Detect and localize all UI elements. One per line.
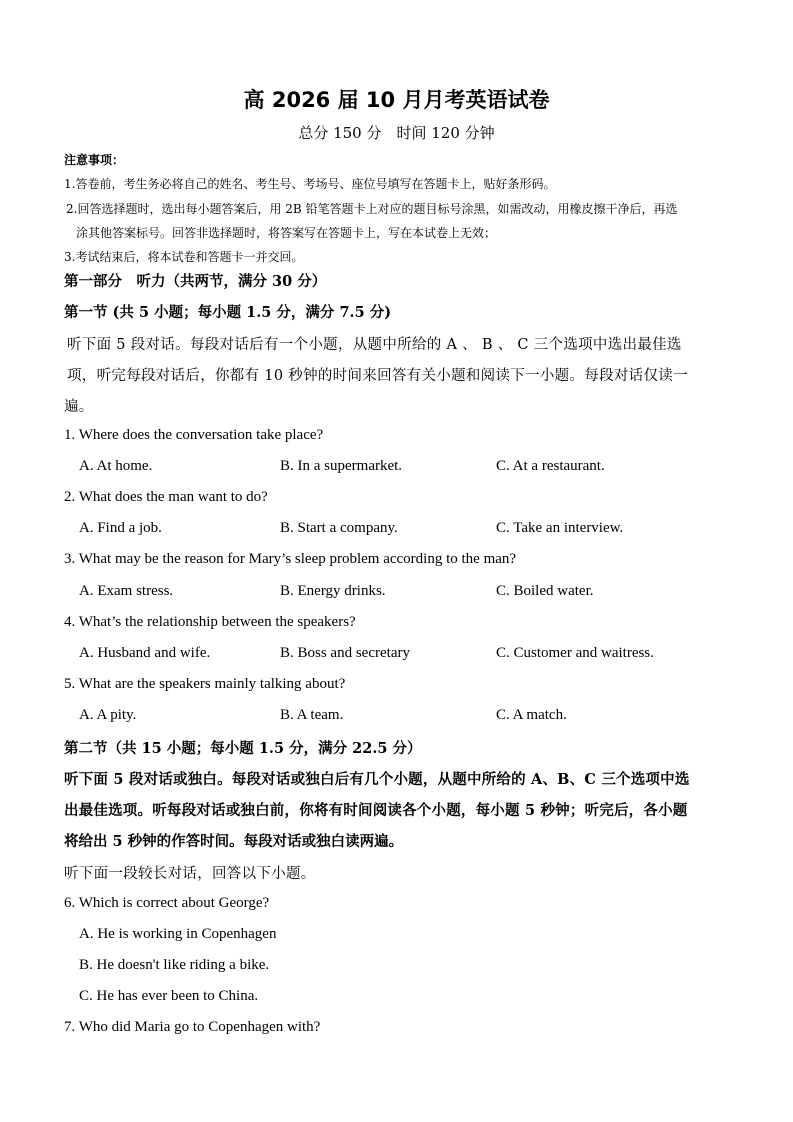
notice-item-2: 2.回答选择题时，选出每小题答案后，用 2B 铅笔答题卡上对应的题目标号涂黑，如需改动，用橡皮擦干净后，再选 bbox=[66, 202, 678, 216]
question-6-option-a: A. He is working in Copenhagen bbox=[79, 926, 277, 942]
section2-heading: 第二节（共 15 小题；每小题 1.5 分，满分 22.5 分） bbox=[64, 740, 422, 757]
notice-item-1: 1.答卷前，考生务必将自己的姓名、考生号、考场号、座位号填写在答题卡上，贴好条形码。 bbox=[64, 177, 556, 191]
question-1-option-a: A. At home. bbox=[79, 458, 153, 474]
question-2-option-b: B. Start a company. bbox=[280, 520, 398, 536]
question-3-option-a: A. Exam stress. bbox=[79, 583, 174, 599]
section2-lead: 听下面一段较长对话，回答以下小题。 bbox=[64, 866, 316, 882]
question-3-option-c: C. Boiled water. bbox=[496, 583, 594, 599]
question-4-option-a: A. Husband and wife. bbox=[79, 645, 211, 661]
question-4-option-c: C. Customer and waitress. bbox=[496, 645, 654, 661]
notice-heading: 注意事项： bbox=[64, 153, 125, 167]
question-3-option-b: B. Energy drinks. bbox=[280, 583, 386, 599]
section2-instruction-3: 将给出 5 秒钟的作答时间。每段对话或独白读两遍。 bbox=[64, 833, 404, 850]
question-2-option-a: A. Find a job. bbox=[79, 520, 162, 536]
question-5-option-c: C. A match. bbox=[496, 707, 567, 723]
notice-item-3: 3.考试结束后，将本试卷和答题卡一并交回。 bbox=[64, 250, 304, 264]
question-2-option-c: C. Take an interview. bbox=[496, 520, 624, 536]
question-4-option-b: B. Boss and secretary bbox=[280, 645, 410, 661]
question-5-option-b: B. A team. bbox=[280, 707, 344, 723]
question-6-option-b: B. He doesn't like riding a bike. bbox=[79, 957, 270, 973]
question-7: 7. Who did Maria go to Copenhagen with? bbox=[64, 1019, 321, 1035]
question-1: 1. Where does the conversation take place? bbox=[64, 427, 324, 443]
question-2: 2. What does the man want to do? bbox=[64, 489, 268, 505]
section2-instruction-2: 出最佳选项。听每段对话或独白前，你将有时间阅读各个小题，每小题 5 秒钟；听完后，各小题 bbox=[64, 802, 688, 819]
section1-instruction-1: 听下面 5 段对话。每段对话后有一个小题，从题中所给的 A 、 B 、 C 三个选项中选出最佳选 bbox=[67, 337, 682, 353]
section2-instruction-1: 听下面 5 段对话或独白。每段对话或独白后有几个小题，从题中所给的 A、B、C 三个选项中选 bbox=[64, 771, 690, 788]
notice-item-2-cont: 涂其他答案标号。回答非选择题时，将答案写在答题卡上，写在本试卷上无效； bbox=[76, 226, 497, 240]
section1-instruction-2: 项，听完每段对话后，你都有 10 秒钟的时间来回答有关小题和阅读下一小题。每段对话仅读一 bbox=[67, 368, 688, 384]
question-3: 3. What may be the reason for Mary’s sleep problem according to the man? bbox=[64, 551, 517, 567]
exam-title: 高 2026 届 10 月月考英语试卷 bbox=[243, 88, 550, 112]
question-6-option-c: C. He has ever been to China. bbox=[79, 988, 259, 1004]
section1-instruction-3: 遍。 bbox=[64, 399, 94, 415]
exam-subtitle: 总分 150 分 时间 120 分钟 bbox=[298, 124, 495, 142]
question-1-option-b: B. In a supermarket. bbox=[280, 458, 403, 474]
part1-heading: 第一部分 听力（共两节，满分 30 分） bbox=[64, 273, 327, 290]
question-5: 5. What are the speakers mainly talking about? bbox=[64, 676, 346, 692]
question-4: 4. What’s the relationship between the speakers? bbox=[64, 614, 356, 630]
question-5-option-a: A. A pity. bbox=[79, 707, 137, 723]
question-1-option-c: C. At a restaurant. bbox=[496, 458, 605, 474]
question-6: 6. Which is correct about George? bbox=[64, 895, 270, 911]
section1-heading: 第一节 (共 5 小题；每小题 1.5 分，满分 7.5 分) bbox=[64, 304, 392, 321]
